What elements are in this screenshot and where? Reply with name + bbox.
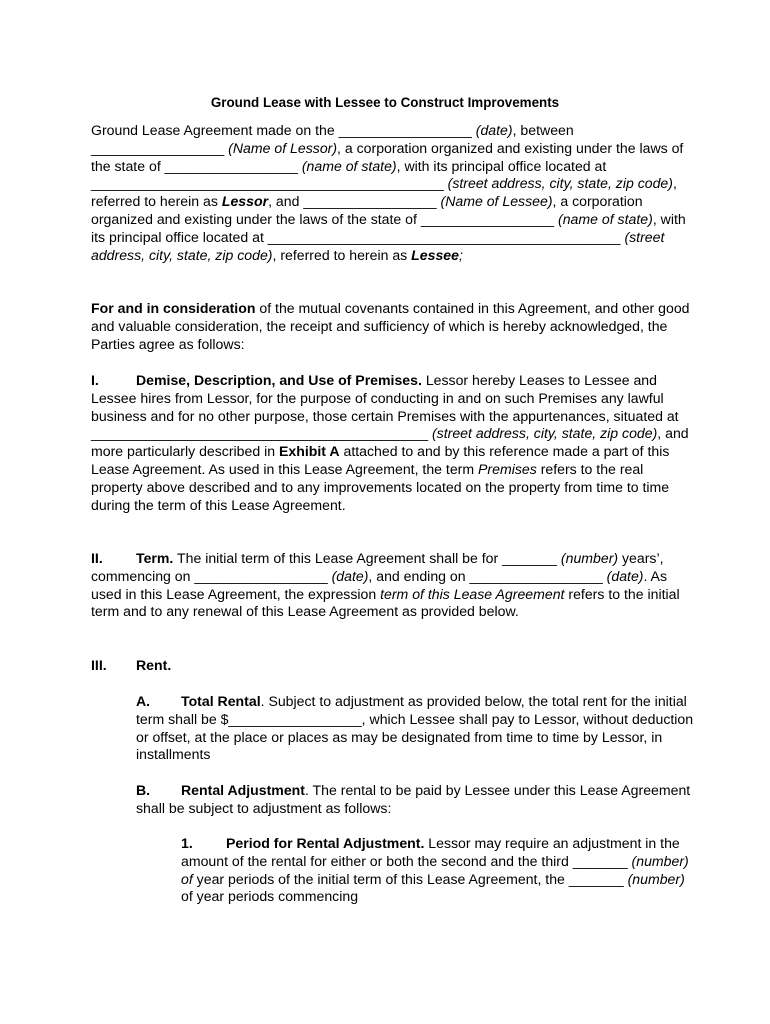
intro-paragraph	[91, 122, 691, 264]
section-3-heading	[91, 657, 691, 675]
intro-text: , and _________________	[268, 193, 441, 210]
section-number: III.	[91, 657, 107, 673]
section-heading: Rent.	[136, 657, 172, 673]
address-placeholder: (street address, city, state, zip code)	[431, 425, 658, 442]
item-text: Lessor may require an adjustment in the amount of the rental for either or both the second and the third _______	[181, 835, 680, 869]
item-text: of year periods commencing	[181, 888, 359, 905]
section-text: The initial term of this Lease Agreement shall be for _______	[173, 550, 561, 566]
intro-text: , referred to herein as	[91, 175, 677, 210]
date-placeholder: (date)	[606, 567, 644, 584]
section-number: II.	[91, 550, 103, 566]
item-text: year periods of the initial term of this Lease Agreement, the _______	[192, 870, 628, 887]
item-heading: Period for Rental Adjustment.	[226, 835, 425, 851]
address-placeholder: (street address, city, state, zip code)	[91, 228, 665, 263]
item-1-paragraph	[181, 835, 691, 906]
document-title: Ground Lease with Lessee to Construct Improvements	[210, 95, 560, 110]
lessee-name-placeholder: (Name of Lessee)	[440, 193, 553, 210]
intro-text: , between _________________	[91, 122, 574, 156]
consideration-text: of the mutual covenants contained in this Agreement, and other good and valuable consideration, the receipt and sufficiency of which is hereby acknowledged, the Parties agree as follows:	[91, 300, 690, 352]
number-placeholder: (number)	[627, 870, 685, 887]
intro-text: ;	[458, 246, 463, 263]
subsection-b-paragraph	[136, 782, 696, 818]
consideration-paragraph	[91, 300, 691, 353]
date-placeholder: (date)	[331, 567, 369, 584]
section-text: . As used in this Lease Agreement, the expression	[91, 567, 668, 602]
state-placeholder: (name of state)	[301, 157, 397, 174]
premises-term: Premises	[478, 460, 537, 477]
section-number: I.	[91, 372, 99, 388]
subsection-text: . Subject to adjustment as provided below, the total rent for the initial term shall be $_________________, which Lessee shall pay to Lessor, without deduction or offset, at the place or places as may be designated from time to time by Lessor, in installments	[136, 693, 694, 763]
number-placeholder: (number)	[560, 550, 619, 566]
subsection-heading: Total Rental	[181, 693, 261, 709]
section-heading: Term.	[136, 550, 174, 566]
section-1-paragraph	[91, 372, 691, 514]
section-text: Lessor hereby Leases to Lessee and Lessee hires from Lessor, for the purpose of conducting in and on such Premises any lawful business and for no other purpose, those certain Premises with the appurtenances, situated at ___________________________________________	[91, 372, 679, 442]
date-placeholder: (date)	[475, 122, 513, 138]
section-text: , and more particularly described in	[91, 425, 689, 460]
intro-text: , a corporation organized and existing under the laws of the state of _________________	[91, 193, 643, 227]
subsection-number: A.	[136, 693, 151, 709]
lessee-term: Lessee	[411, 246, 459, 263]
section-text: attached to and by this reference made a part of this Lease Agreement. As used in this Lease Agreement, the term	[91, 443, 670, 477]
subsection-a-paragraph	[136, 693, 696, 764]
term-expression: term of this Lease Agreement	[380, 585, 565, 602]
intro-text: , with its principal office located at _____________________________________________	[91, 210, 686, 245]
intro-text: , with its principal office located at _____________________________________________	[91, 157, 607, 192]
intro-text: Ground Lease Agreement made on the _________________	[91, 122, 476, 138]
exhibit-reference: Exhibit A	[279, 443, 340, 460]
section-text: refers to the initial term and to any renewal of this Lease Agreement as provided below.	[91, 585, 680, 620]
section-text: years’, commencing on _________________	[91, 550, 664, 584]
section-text: refers to the real property above described and to any improvements located on the property from time to time during the term of this Lease Agreement.	[91, 460, 670, 513]
address-placeholder: (street address, city, state, zip code)	[447, 175, 673, 192]
consideration-lead: For and in consideration	[91, 300, 256, 316]
section-heading: Demise, Description, and Use of Premises.	[136, 372, 422, 388]
lessor-term: Lessor	[221, 193, 269, 210]
lessor-name-placeholder: (Name of Lessor)	[228, 139, 338, 156]
section-2-paragraph	[91, 550, 691, 621]
section-text: , and ending on _________________	[368, 567, 607, 584]
subsection-number: B.	[136, 782, 151, 798]
subsection-heading: Rental Adjustment	[181, 782, 305, 798]
subsection-text: . The rental to be paid by Lessee under this Lease Agreement shall be subject to adjustment as follows:	[136, 782, 691, 816]
intro-text: , referred to herein as	[272, 246, 412, 263]
state-placeholder: (name of state)	[558, 210, 653, 227]
item-number: 1.	[181, 835, 193, 851]
intro-text: , a corporation organized and existing under the laws of the state of _________________	[91, 139, 684, 174]
number-placeholder: (number) of	[181, 852, 689, 887]
